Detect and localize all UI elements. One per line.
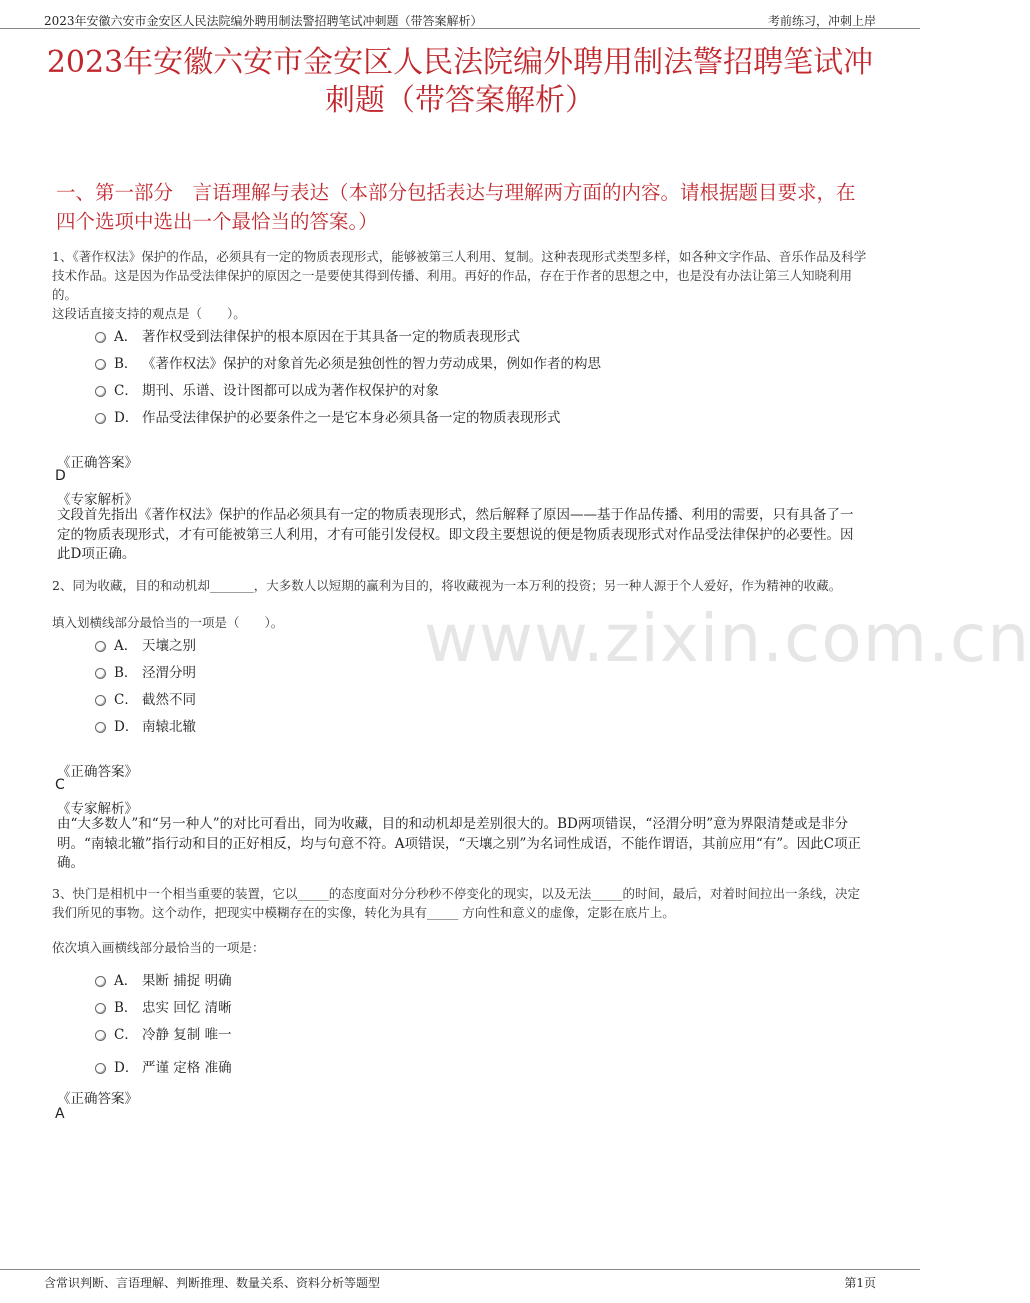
question-1-prompt: 这段话直接支持的观点是（ ）。 bbox=[52, 306, 246, 321]
header-slogan: 考前练习，冲刺上岸 bbox=[767, 14, 876, 28]
radio-icon[interactable] bbox=[95, 641, 106, 652]
question-3-answer-label: 《正确答案》 bbox=[57, 1091, 138, 1107]
question-2-stem: 2、同为收藏，目的和动机却_______，大多数人以短期的赢利为目的，将收藏视为一本万利的投资；另一种人源于个人爱好，作为精神的收藏。 bbox=[52, 578, 842, 593]
page-title: 2023年安徽六安市金安区人民法院编外聘用制法警招聘笔试冲刺题（带答案解析） bbox=[46, 45, 874, 118]
question-3-stem: 3、快门是相机中一个相当重要的装置，它以_____的态度面对分分秒秒不停变化的现实，以及无法_____的时间，最后，对着时间拉出一条线，决定我们所见的事物。这个动作，把现实中模糊存在的实像，转化为具有_____ 方向性和意义的虚像，定影在底片上。 bbox=[52, 886, 860, 920]
question-2-answer: C bbox=[55, 777, 65, 793]
question-3-option-a[interactable]: A． 果断 捕捉 明确 bbox=[95, 971, 232, 991]
radio-icon[interactable] bbox=[95, 1063, 106, 1074]
page-footer bbox=[0, 1269, 920, 1303]
section-heading: 一、第一部分 言语理解与表达（本部分包括表达与理解两方面的内容。请根据题目要求，在四个选项中选出一个最恰当的答案。） bbox=[56, 181, 856, 233]
radio-icon[interactable] bbox=[95, 695, 106, 706]
question-1-option-c[interactable]: C． 期刊、乐谱、设计图都可以成为著作权保护的对象 bbox=[95, 381, 439, 401]
question-1-answer: D bbox=[55, 468, 66, 484]
question-1-analysis-label: 《专家解析》 bbox=[57, 492, 138, 508]
question-2-option-d[interactable]: D． 南辕北辙 bbox=[95, 717, 196, 737]
radio-icon[interactable] bbox=[95, 1030, 106, 1041]
question-3-option-c[interactable]: C． 冷静 复制 唯一 bbox=[95, 1025, 232, 1045]
question-2-analysis-label: 《专家解析》 bbox=[57, 801, 138, 817]
question-3-option-b[interactable]: B． 忠实 回忆 清晰 bbox=[95, 998, 232, 1018]
radio-icon[interactable] bbox=[95, 413, 106, 424]
question-1-answer-label: 《正确答案》 bbox=[57, 455, 138, 471]
question-3-option-d[interactable]: D． 严谨 定格 准确 bbox=[95, 1058, 232, 1078]
header-doc-title: 2023年安徽六安市金安区人民法院编外聘用制法警招聘笔试冲刺题（带答案解析） bbox=[44, 14, 483, 28]
question-2-answer-label: 《正确答案》 bbox=[57, 764, 138, 780]
footer-note: 含常识判断、言语理解、判断推理、数量关系、资料分析等题型 bbox=[44, 1276, 381, 1290]
question-2-prompt: 填入划横线部分最恰当的一项是（ ）。 bbox=[52, 615, 284, 630]
question-2-option-a[interactable]: A． 天壤之别 bbox=[95, 636, 196, 656]
page-number: 第1页 bbox=[844, 1276, 876, 1290]
question-2-option-c[interactable]: C． 截然不同 bbox=[95, 690, 196, 710]
radio-icon[interactable] bbox=[95, 332, 106, 343]
question-1-analysis: 文段首先指出《著作权法》保护的作品必须具有一定的物质表现形式，然后解释了原因——基于作品传播、利用的需要，只有具备了一定的物质表现形式，才有可能被第三人利用，才有可能引发侵权。即文段主要想说的便是物质表现形式对作品受法律保护的必要性。因此D项正确。 bbox=[57, 507, 854, 562]
question-2-option-b[interactable]: B． 泾渭分明 bbox=[95, 663, 196, 683]
watermark: www.zixin.com.cn bbox=[424, 600, 1030, 677]
question-1-option-d[interactable]: D． 作品受法律保护的必要条件之一是它本身必须具备一定的物质表现形式 bbox=[95, 408, 561, 428]
radio-icon[interactable] bbox=[95, 722, 106, 733]
radio-icon[interactable] bbox=[95, 1003, 106, 1014]
question-3-prompt: 依次填入画横线部分最恰当的一项是： bbox=[52, 940, 265, 955]
radio-icon[interactable] bbox=[95, 976, 106, 987]
page-header bbox=[0, 0, 920, 29]
radio-icon[interactable] bbox=[95, 386, 106, 397]
question-1-option-a[interactable]: A． 著作权受到法律保护的根本原因在于其具备一定的物质表现形式 bbox=[95, 327, 520, 347]
question-1-option-b[interactable]: B． 《著作权法》保护的对象首先必须是独创性的智力劳动成果，例如作者的构思 bbox=[95, 354, 601, 374]
question-1-stem: 1、《著作权法》保护的作品，必须具有一定的物质表现形式，能够被第三人利用、复制。这种表现形式类型多样，如各种文字作品、音乐作品及科学技术作品。这是因为作品受法律保护的原因之一是要使其得到传播、利用。再好的作品，存在于作者的思想之中，也是没有办法让第三人知晓利用的。 bbox=[52, 249, 867, 302]
question-3-answer: A bbox=[55, 1106, 65, 1122]
radio-icon[interactable] bbox=[95, 668, 106, 679]
radio-icon[interactable] bbox=[95, 359, 106, 370]
question-2-analysis: 由“大多数人”和“另一种人”的对比可看出，同为收藏，目的和动机却是差别很大的。BD两项错误，“泾渭分明”意为界限清楚或是非分明。“南辕北辙”指行动和目的正好相反，均与句意不符。A项错误，“天壤之别”为名词性成语，不能作谓语，其前应用“有”。因此C项正确。 bbox=[57, 816, 861, 871]
